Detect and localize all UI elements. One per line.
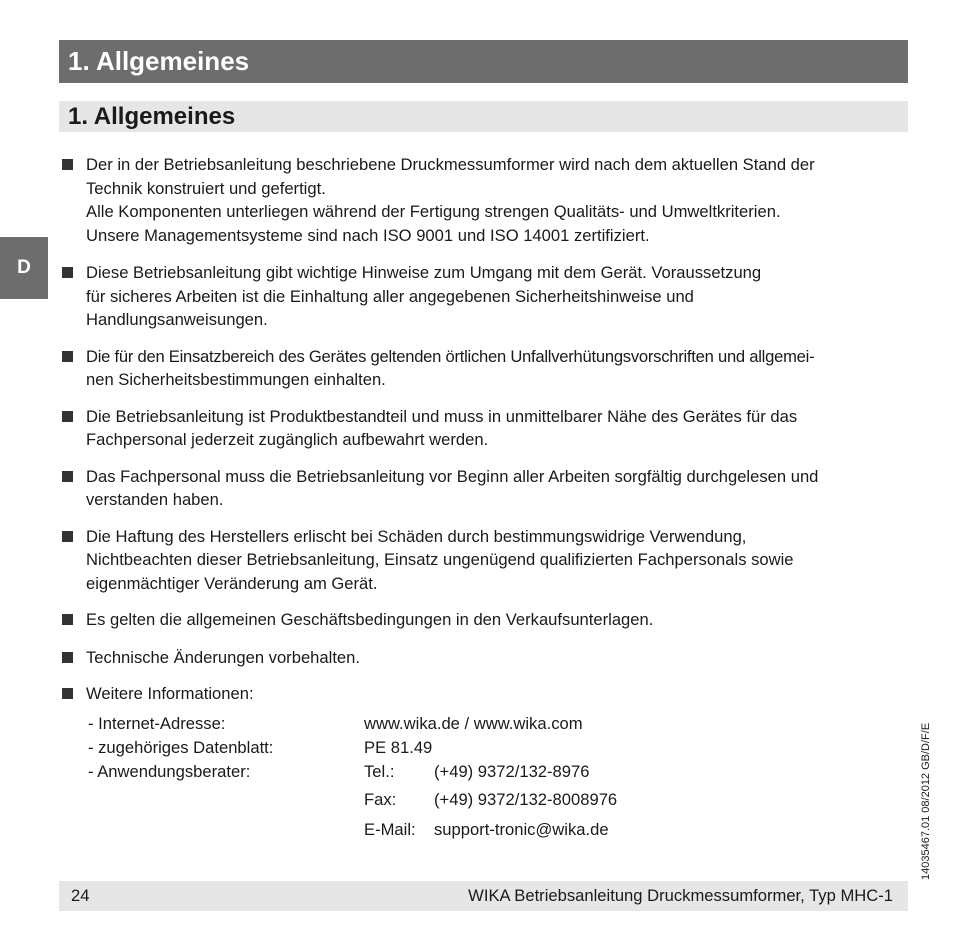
- fax-label: Fax:: [364, 789, 397, 809]
- tel-value: (+49) 9372/132-8976: [434, 761, 590, 781]
- email-value: support-tronic@wika.de: [434, 819, 609, 839]
- language-tab-label: D: [17, 257, 31, 278]
- list-item: [60, 608, 912, 632]
- chapter-title: 1. Allgemeines: [68, 46, 250, 76]
- email-label: E-Mail:: [364, 819, 416, 839]
- section-header: [59, 101, 908, 132]
- item-line: Handlungsanweisungen.: [86, 310, 268, 329]
- table-row: [88, 784, 617, 814]
- table-row: [88, 736, 617, 760]
- content-body: [60, 153, 912, 842]
- datasheet-value: PE 81.49: [364, 737, 433, 757]
- item-line: Die für den Einsatzbereich des Gerätes geltenden örtlichen Unfallverhütungsvorschriften und allgemei-: [86, 346, 815, 366]
- item-line: Die Haftung des Herstellers erlischt bei Schäden durch bestimmungswidrige Verwendung,: [86, 526, 747, 546]
- item-line: Nichtbeachten dieser Betriebsanleitung, Einsatz ungenügend qualifizierten Fachpersonals sowie: [86, 550, 794, 569]
- item-line: Technik konstruiert und gefertigt.: [86, 178, 326, 198]
- list-item: [60, 405, 912, 452]
- square-bullet-icon: [62, 351, 73, 362]
- tel-label: Tel.:: [364, 761, 395, 781]
- item-line: Das Fachpersonal muss die Betriebsanleitung vor Beginn aller Arbeiten sorgfältig durchgelesen und: [86, 466, 819, 486]
- section-title: 1. Allgemeines: [68, 103, 236, 130]
- internet-label: - Internet-Adresse:: [88, 713, 226, 733]
- list-item: [60, 153, 912, 247]
- info-item: [60, 682, 912, 842]
- square-bullet-icon: [62, 614, 73, 625]
- list-item: [60, 465, 912, 512]
- table-row: [88, 814, 617, 842]
- item-line: verstanden haben.: [86, 490, 224, 509]
- table-row: [88, 760, 617, 784]
- contact-table: [88, 712, 617, 842]
- list-item: [60, 261, 912, 332]
- item-line: für sicheres Arbeiten ist die Einhaltung aller angegebenen Sicherheitshinweise und: [86, 286, 694, 306]
- item-line: Alle Komponenten unterliegen während der Fertigung strengen Qualitäts- und Umweltkriterien.: [86, 202, 781, 221]
- item-line: Es gelten die allgemeinen Geschäftsbedingungen in den Verkaufsunterlagen.: [86, 610, 654, 629]
- item-line: Technische Änderungen vorbehalten.: [86, 647, 360, 667]
- document-code: 14035467.01 08/2012 GB/D/F/E: [920, 722, 932, 880]
- item-line: eigenmächtiger Veränderung am Gerät.: [86, 573, 378, 593]
- language-tab: [0, 237, 48, 299]
- list-item: [60, 646, 912, 670]
- square-bullet-icon: [62, 531, 73, 542]
- square-bullet-icon: [62, 159, 73, 170]
- datasheet-label: - zugehöriges Datenblatt:: [88, 737, 274, 757]
- square-bullet-icon: [62, 411, 73, 422]
- square-bullet-icon: [62, 267, 73, 278]
- page-number: 24: [71, 886, 90, 905]
- page-footer: [59, 881, 908, 911]
- item-line: Unsere Managementsysteme sind nach ISO 9001 und ISO 14001 zertifiziert.: [86, 225, 650, 245]
- list-item: [60, 525, 912, 596]
- table-row: [88, 712, 617, 736]
- info-heading: Weitere Informationen:: [86, 684, 254, 703]
- square-bullet-icon: [62, 652, 73, 663]
- square-bullet-icon: [62, 688, 73, 699]
- square-bullet-icon: [62, 471, 73, 482]
- fax-value: (+49) 9372/132-8008976: [434, 789, 618, 809]
- list-item: [60, 345, 912, 392]
- item-line: nen Sicherheitsbestimmungen einhalten.: [86, 370, 386, 389]
- chapter-header: [59, 40, 908, 83]
- item-line: Der in der Betriebsanleitung beschriebene Druckmessumformer wird nach dem aktuellen Stand der: [86, 155, 815, 174]
- advisor-label: - Anwendungsberater:: [88, 761, 251, 781]
- internet-value: www.wika.de / www.wika.com: [364, 713, 583, 733]
- item-line: Fachpersonal jederzeit zugänglich aufbewahrt werden.: [86, 430, 489, 449]
- item-line: Diese Betriebsanleitung gibt wichtige Hinweise zum Umgang mit dem Gerät. Voraussetzung: [86, 263, 762, 282]
- item-line: Die Betriebsanleitung ist Produktbestandteil und muss in unmittelbarer Nähe des Gerätes für das: [86, 406, 798, 426]
- document-title: WIKA Betriebsanleitung Druckmessumformer, Typ MHC-1: [468, 886, 893, 905]
